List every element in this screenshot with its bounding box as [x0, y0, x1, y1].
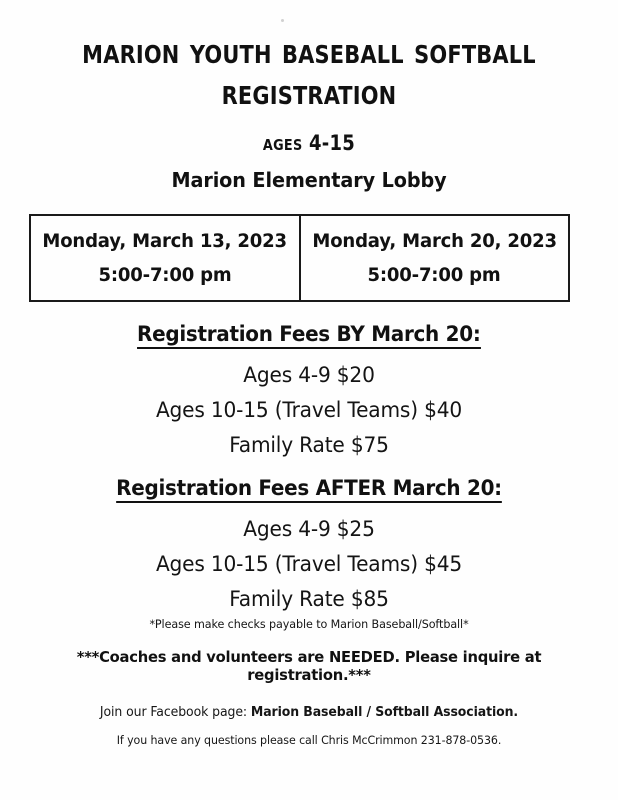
- fee-section-early: [0, 322, 618, 457]
- session-time: 5:00-7:00 pm: [98, 264, 232, 286]
- fee-section-heading: Registration Fees BY March 20:: [137, 322, 480, 349]
- date-session-cell: [299, 216, 569, 300]
- date-session-cell: [31, 216, 299, 300]
- scan-artifact-speck: [281, 19, 284, 22]
- registration-dates-table: [29, 214, 570, 302]
- session-time: 5:00-7:00 pm: [367, 264, 501, 286]
- venue-label: Marion Elementary Lobby: [171, 167, 447, 192]
- fee-row: Ages 10-15 (Travel Teams) $40: [155, 398, 463, 422]
- contact-phone-line: If you have any questions please call Chris McCrimmon 231-878-0536.: [116, 733, 502, 747]
- facebook-page-name: Marion Baseball / Softball Association.: [250, 705, 519, 720]
- coaches-needed-note: ***Coaches and volunteers are NEEDED. Please inquire at registration.***: [76, 648, 542, 684]
- fee-section-late: [0, 476, 618, 611]
- flyer-title: [0, 0, 618, 115]
- session-date: Monday, March 13, 2023: [42, 230, 287, 252]
- title-line-1: marion youth baseball softball: [82, 32, 536, 72]
- checks-payable-note: *Please make checks payable to Marion Baseball/Softball*: [149, 617, 469, 631]
- fee-row: Family Rate $85: [229, 587, 389, 611]
- ages-range-label: ages 4-15: [262, 130, 356, 155]
- fee-row: Ages 10-15 (Travel Teams) $45: [155, 552, 463, 576]
- fee-row: Family Rate $75: [229, 433, 389, 457]
- fee-section-heading: Registration Fees AFTER March 20:: [116, 476, 502, 503]
- facebook-line: [12, 705, 605, 720]
- session-date: Monday, March 20, 2023: [312, 230, 557, 252]
- fee-row: Ages 4-9 $20: [243, 363, 375, 387]
- title-line-2: registration: [221, 73, 397, 114]
- facebook-prefix: Join our Facebook page:: [99, 705, 251, 720]
- fee-row: Ages 4-9 $25: [243, 517, 375, 541]
